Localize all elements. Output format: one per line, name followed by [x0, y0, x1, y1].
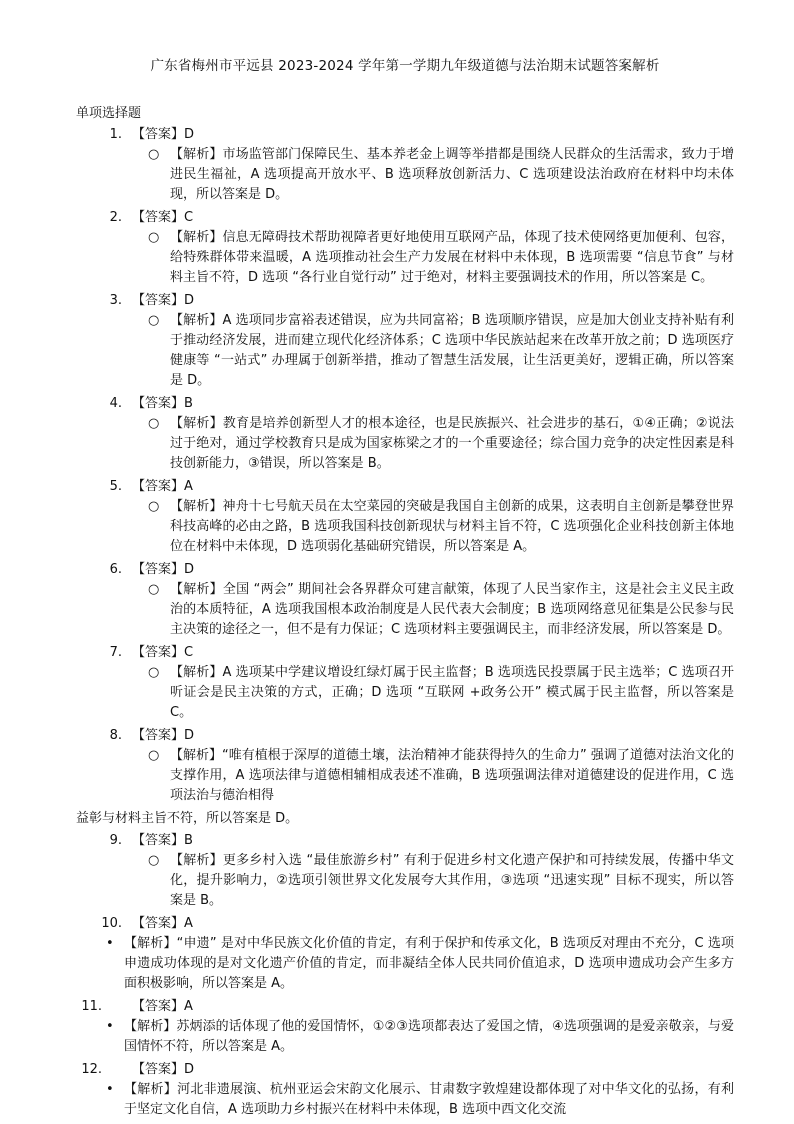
- answer-line: [76, 291, 734, 311]
- answer-value: C: [184, 210, 194, 225]
- explanation-text: 【解析】苏炳添的话体现了他的爱国情怀，①②③选项都表达了爱国之情，④选项强调的是爱亲敬亲，与爱国情怀不符，所以答案是 A。: [124, 1019, 734, 1054]
- question-item: [76, 726, 734, 829]
- answer-line: [76, 1060, 734, 1080]
- explanation: [76, 228, 734, 288]
- explanation-text: 【解析】河北非遗展演、杭州亚运会宋韵文化展示、甘肃数字敦煌建设都体现了对中华文化的弘扬，有利于坚定文化自信，A 选项助力乡村振兴在材料中未体现，B 选项中西文化交流: [124, 1082, 734, 1117]
- question-number: 10.: [101, 916, 122, 931]
- explanation: [76, 414, 734, 474]
- answer-line: [76, 560, 734, 580]
- answer-line: [76, 831, 734, 851]
- answer-label: 【答案】: [132, 1062, 185, 1077]
- explanation: [76, 851, 734, 911]
- explanation-text: 【解析】A 选项某中学建议增设红绿灯属于民主监督；B 选项选民投票属于民主选举；C 选项召开听证会是民主决策的方式，正确；D 选项 “互联网 +政务公开” 模式属于民主监督，所以答案是 C。: [170, 665, 734, 720]
- answer-line: [76, 394, 734, 414]
- answer-value: D: [184, 562, 195, 577]
- answer-label: 【答案】: [132, 562, 185, 577]
- question-number: 6.: [109, 562, 122, 577]
- answer-value: B: [184, 396, 193, 411]
- answer-label: 【答案】: [132, 293, 185, 308]
- question-item: [76, 997, 734, 1057]
- question-number: 9.: [109, 833, 122, 848]
- answer-label: 【答案】: [132, 999, 185, 1014]
- answer-line: [76, 997, 734, 1017]
- answer-line: [76, 914, 734, 934]
- explanation: [76, 1080, 734, 1120]
- question-item: [76, 394, 734, 474]
- answer-value: D: [184, 1062, 195, 1077]
- bullet-icon: ○: [148, 582, 160, 597]
- answer-label: 【答案】: [132, 396, 185, 411]
- explanation: [76, 311, 734, 391]
- answer-label: 【答案】: [132, 728, 185, 743]
- question-number: 5.: [109, 479, 122, 494]
- question-number: 2.: [109, 210, 122, 225]
- answer-line: [76, 125, 734, 145]
- question-number: 3.: [109, 293, 122, 308]
- answer-line: [76, 208, 734, 228]
- explanation-text: 【解析】“申遗” 是对中华民族文化价值的肯定，有利于保护和传承文化，B 选项反对理由不充分，C 选项申遗成功体现的是对文化遗产价值的肯定，而非凝结全体人民共同价值追求，D 选项申遗成功会产生多方面积极影响，所以答案是 A。: [124, 936, 734, 991]
- explanation: [76, 145, 734, 205]
- answer-label: 【答案】: [132, 210, 185, 225]
- explanation-text: 【解析】神舟十七号航天员在太空菜园的突破是我国自主创新的成果，这表明自主创新是攀登世界科技高峰的必由之路，B 选项我国科技创新现状与材料主旨不符，C 选项强化企业科技创新主体地位在材料中未体现，D 选项弱化基础研究错误，所以答案是 A。: [170, 499, 734, 554]
- bullet-icon: ○: [148, 416, 160, 431]
- answer-value: D: [184, 293, 195, 308]
- bullet-icon: •: [106, 1019, 114, 1034]
- question-number: 8.: [109, 728, 122, 743]
- answer-value: A: [184, 999, 193, 1014]
- question-item: [76, 643, 734, 723]
- explanation-text: 【解析】更多乡村入选 “最佳旅游乡村” 有利于促进乡村文化遗产保护和可持续发展，传播中华文化，提升影响力，②选项引领世界文化发展夸大其作用，③选项 “迅速实现” 目标不现实，所以答案是 B。: [170, 853, 734, 908]
- explanation: [76, 580, 734, 640]
- explanation: [76, 934, 734, 994]
- answer-label: 【答案】: [132, 127, 185, 142]
- bullet-icon: •: [106, 1082, 114, 1097]
- explanation-text: 【解析】教育是培养创新型人才的根本途径，也是民族振兴、社会进步的基石，①④正确；②说法过于绝对，通过学校教育只是成为国家栋梁之才的一个重要途径；综合国力竞争的决定性因素是科技创新能力，③错误，所以答案是 B。: [170, 416, 734, 471]
- question-item: [76, 560, 734, 640]
- question-number: 4.: [109, 396, 122, 411]
- bullet-icon: ○: [148, 499, 160, 514]
- question-item: [76, 291, 734, 391]
- answer-value: A: [184, 916, 193, 931]
- answer-label: 【答案】: [132, 479, 185, 494]
- question-item: [76, 125, 734, 205]
- question-number: 7.: [109, 645, 122, 660]
- explanation-text: 【解析】信息无障碍技术帮助视障者更好地使用互联网产品，体现了技术使网络更加便利、包容，给特殊群体带来温暖，A 选项推动社会生产力发展在材料中未体现，B 选项需要 “信息节食” 与材料主旨不符，D 选项 “各行业自觉行动” 过于绝对，材料主要强调技术的作用，所以答案是 C。: [170, 230, 734, 285]
- explanation: [76, 746, 734, 806]
- section-heading: 单项选择题: [76, 106, 142, 121]
- bullet-icon: ○: [148, 230, 160, 245]
- explanation-text: 【解析】市场监管部门保障民生、基本养老金上调等举措都是围绕人民群众的生活需求，致力于增进民生福祉，A 选项提高开放水平、B 选项释放创新活力、C 选项建设法治政府在材料中均未体现，所以答案是 D。: [170, 147, 734, 202]
- question-number: 11.: [81, 999, 102, 1014]
- bullet-icon: ○: [148, 665, 160, 680]
- bullet-icon: ○: [148, 147, 160, 162]
- explanation: [76, 1017, 734, 1057]
- bullet-icon: ○: [148, 853, 160, 868]
- question-item: [76, 208, 734, 288]
- question-number: 12.: [81, 1062, 102, 1077]
- answer-value: D: [184, 728, 195, 743]
- document-title: 广东省梅州市平远县 2023-2024 学年第一学期九年级道德与法治期末试题答案解析: [150, 58, 660, 74]
- bullet-icon: ○: [148, 313, 160, 328]
- explanation-text: 【解析】“唯有植根于深厚的道德土壤，法治精神才能获得持久的生命力” 强调了道德对法治文化的支撑作用，A 选项法律与道德相辅相成表述不准确，B 选项强调法律对道德建设的促进作用，C 选项法治与德治相得: [170, 748, 734, 803]
- bullet-icon: •: [106, 936, 114, 951]
- question-item: [76, 477, 734, 557]
- answer-label: 【答案】: [132, 833, 185, 848]
- answer-line: [76, 477, 734, 497]
- question-number: 1.: [109, 127, 122, 142]
- question-item: [76, 1060, 734, 1120]
- explanation: [76, 497, 734, 557]
- answer-value: A: [184, 479, 193, 494]
- explanation-text: 【解析】全国 “两会” 期间社会各界群众可建言献策，体现了人民当家作主，这是社会主义民主政治的本质特征，A 选项我国根本政治制度是人民代表大会制度；B 选项网络意见征集是公民参与民主决策的途径之一，但不是有力保证；C 选项材料主要强调民主，而非经济发展，所以答案是 D。: [170, 582, 734, 637]
- bullet-icon: ○: [148, 748, 160, 763]
- answer-line: [76, 643, 734, 663]
- answer-line: [76, 726, 734, 746]
- question-item: [76, 914, 734, 994]
- question-list: [76, 125, 734, 1120]
- answer-value: C: [184, 645, 194, 660]
- answer-label: 【答案】: [132, 645, 185, 660]
- answer-value: D: [184, 127, 195, 142]
- explanation-text: 【解析】A 选项同步富裕表述错误，应为共同富裕；B 选项顺序错误，应是加大创业支持补贴有利于推动经济发展，进而建立现代化经济体系；C 选项中华民族站起来在改革开放之前；D 选项医疗健康等 “一站式” 办理属于创新举措，推动了智慧生活发展，让生活更美好，逻辑正确，所以答案是 D。: [170, 313, 734, 388]
- answer-value: B: [184, 833, 193, 848]
- explanation-continuation: 益彰与材料主旨不符，所以答案是 D。: [76, 811, 299, 826]
- explanation: [76, 663, 734, 723]
- question-item: [76, 831, 734, 911]
- answer-label: 【答案】: [132, 916, 185, 931]
